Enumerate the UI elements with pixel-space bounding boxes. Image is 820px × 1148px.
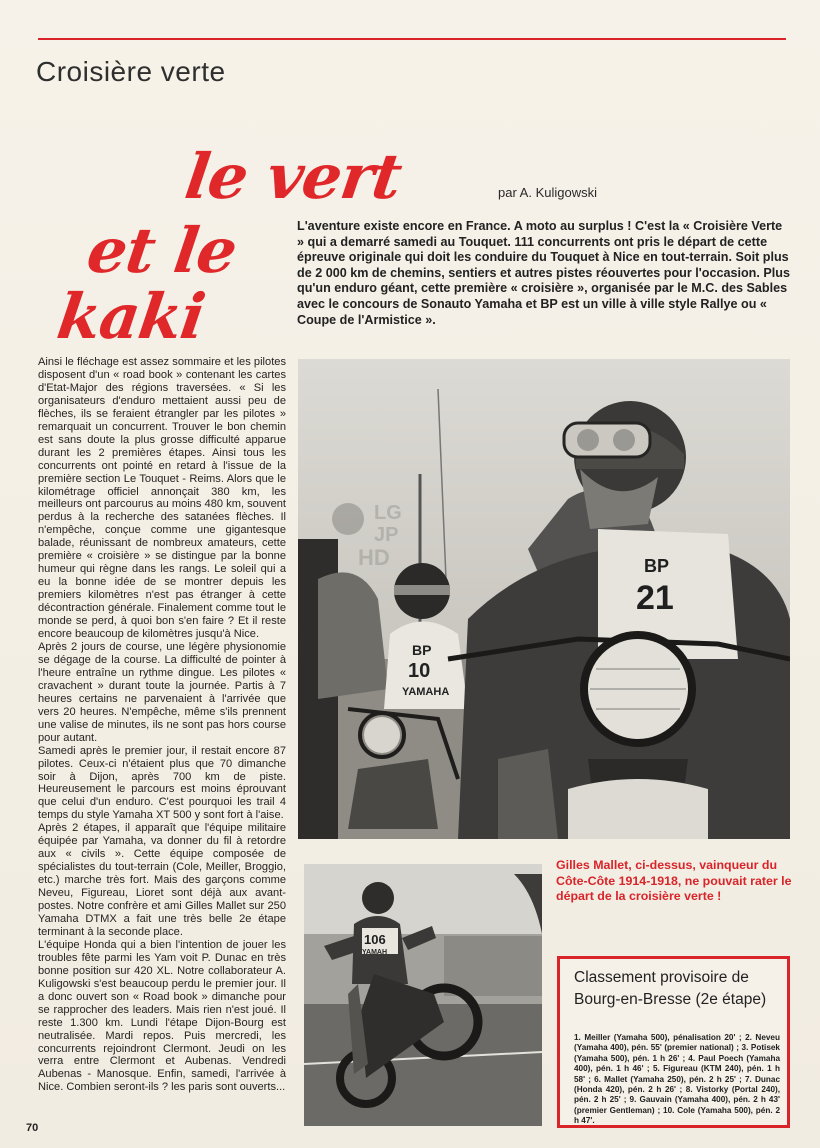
classement-title: Classement provisoire de Bourg-en-Bresse (2e étape) bbox=[574, 969, 767, 1008]
headline-line-1: le vert bbox=[180, 140, 406, 213]
watermark-lg: LG bbox=[374, 502, 402, 524]
headline-line-2: et le bbox=[82, 214, 241, 287]
photo-caption: Gilles Mallet, ci-dessus, vainqueur du Côte-Côte 1914-1918, ne pouvait rater le départ de la croisière verte ! bbox=[556, 858, 792, 903]
rider-bib-number: 21 bbox=[636, 579, 674, 617]
rider2-sponsor: YAMAHA bbox=[402, 686, 450, 698]
classement-box bbox=[557, 956, 790, 1128]
article-body: Ainsi le fléchage est assez sommaire et les pilotes disposent d'un « road book » contenant les cartes d'Etat-Major des régions traversées. « Si les organisateurs d'enduro mettaient aussi peu de flèches, ils se feraient étrangler par les pilotes » remarquait un concurrent. Trouver le bon chemin est sans doute la plus grosse difficulté apparue durant les 2 premières étapes. Ainsi tous les concurrents ont pointé en retard à l'issue de la première section Le Touquet - Reims. Alors que le kilométrage officiel annonçait 380 km, les meilleurs ont parcourus au moins 480 km, souvent perdus à la recherche des satanées flèches. Il n'empêche, conçue comme une gigantesque balade, réunissant de nombreux amateurs, cette première « croisière » se distingue par la bonne humeur qui règne dans les rangs. Le soleil qui a eu la bonne idée de se montrer depuis les premiers kilomètres n'est pas étranger à cette décontraction générale. Finalement comme tout le monde se perd, à quoi bon s'en faire ? Et il reste encore beaucoup de kilomètres jusqu'à Nice. Après 2 jours de course, une légère physionomie se dégage de la course. La difficulté de pointer à l'heure entraîne un rythme dingue. Les pilotes « cravachent » durant toute la journée. Partis à 7 heures certains ne parvenaient à l'arrivée que vers 20 heures. N'empêche, même s'ils prennent une valise de minutes, ils ne sont pas hors course pour autant. Samedi après le premier jour, il restait encore 87 pilotes. Ceux-ci n'étaient plus que 70 dimanche soir à Dijon, après 700 km de piste. Heureusement le parcours est moins éprouvant que celui d'un enduro. C'est pourquoi les trail 4 temps du style Yamaha XT 500 y sont fort à l'aise. Après 2 étapes, il apparaît que l'équipe militaire équipée par Yamaha, va donner du fil à retordre aux « civils ». Cette équipe composée de spécialistes du tout-terrain (Cole, Meiller, Broggio, etc.) marche très fort. Mais des garçons comme Neveu, Figureau, Lioret sont déjà aux avant-postes. Notre confrère et ami Gilles Mallet sur 250 Yamaha DTMX a fait une très belle 2e étape terminant à la seconde place. L'équipe Honda qui a bien l'intention de jouer les troubles fête parmi les Yam voit P. Dunac en très bonne position sur 420 XL. Notre collaborateur A. Kuligowski s'est beaucoup perdu le premier jour. Il a donc ouvert son « Road book » dimanche pour se rapprocher des leaders. Mais rien n'est joué. Il reste 1.300 km. Lundi l'étape Dijon-Bourg est neutralisée. Mardi repos. Puis mercredi, les concurrents rejoindront Clermont. Jeudi on les verra entre Clermont et Aubenas. Vendredi Aubenas - Manosque. Enfin, samedi, l'arrivée à Nice. Combien seront-ils ? les paris sont ouverts... bbox=[38, 356, 286, 1094]
classement-text: 1. Meiller (Yamaha 500), pénalisation 20' ; 2. Neveu (Yamaha 400), pén. 55' (premier national) ; 3. Potisek (Yamaha 500), pén. 1 h 26' ; 4. Paul Poech (Yamaha 400), pén. 1 h 46' ; 5. Figureau (KTM 240), pén. 1 h 58' ; 6. Mallet (Yamaha 250), pén. 2 h 25' ; 7. Dunac (Honda 420), pén. 2 h 26' ; 8. Vistorky (Portal 240), pén. 2 h 25' ; 9. Gauvain (Yamaha 400), pén. 2 h 43' (premier Gentleman) ; 10. Cole (Yamaha 500), pén. 2 h 47'. bbox=[574, 1033, 780, 1126]
headline-line-3: kaki bbox=[52, 280, 209, 353]
small-bib-number: 106 bbox=[364, 932, 386, 947]
small-photo bbox=[304, 864, 542, 1126]
section-rubric: Croisière verte bbox=[36, 56, 226, 87]
rider2-number: 10 bbox=[408, 660, 431, 682]
small-bib-sponsor: YAMAH bbox=[362, 949, 388, 956]
rider-bib-top: BP bbox=[644, 556, 670, 576]
watermark-hd: HD bbox=[358, 545, 390, 570]
small-photo-illustration bbox=[304, 864, 542, 1126]
top-red-rule bbox=[38, 38, 786, 40]
byline: par A. Kuligowski bbox=[498, 185, 597, 200]
lead-paragraph: L'aventure existe encore en France. A moto au surplus ! C'est la « Croisière Verte » qui a demarré samedi au Touquet. 111 concurrents ont pris le départ de cette épreuve originale qui doit les conduire du Touquet à Nice en tout-terrain. Soit plus de 2 000 km de chemins, sentiers et autres pistes réouvertes pour l'occasion. Plus qu'un enduro géant, cette première « croisière », organisée par le M.C. des Sables avec le concours de Sonauto Yamaha et BP est un ville à ville style Rallye ou « Coupe de l'Armistice ». bbox=[297, 219, 790, 327]
rider2-bib-top: BP bbox=[412, 642, 432, 658]
watermark-jp: JP bbox=[374, 524, 399, 546]
main-photo bbox=[298, 359, 790, 839]
main-photo-illustration bbox=[298, 359, 790, 839]
page-number: 70 bbox=[26, 1122, 39, 1134]
